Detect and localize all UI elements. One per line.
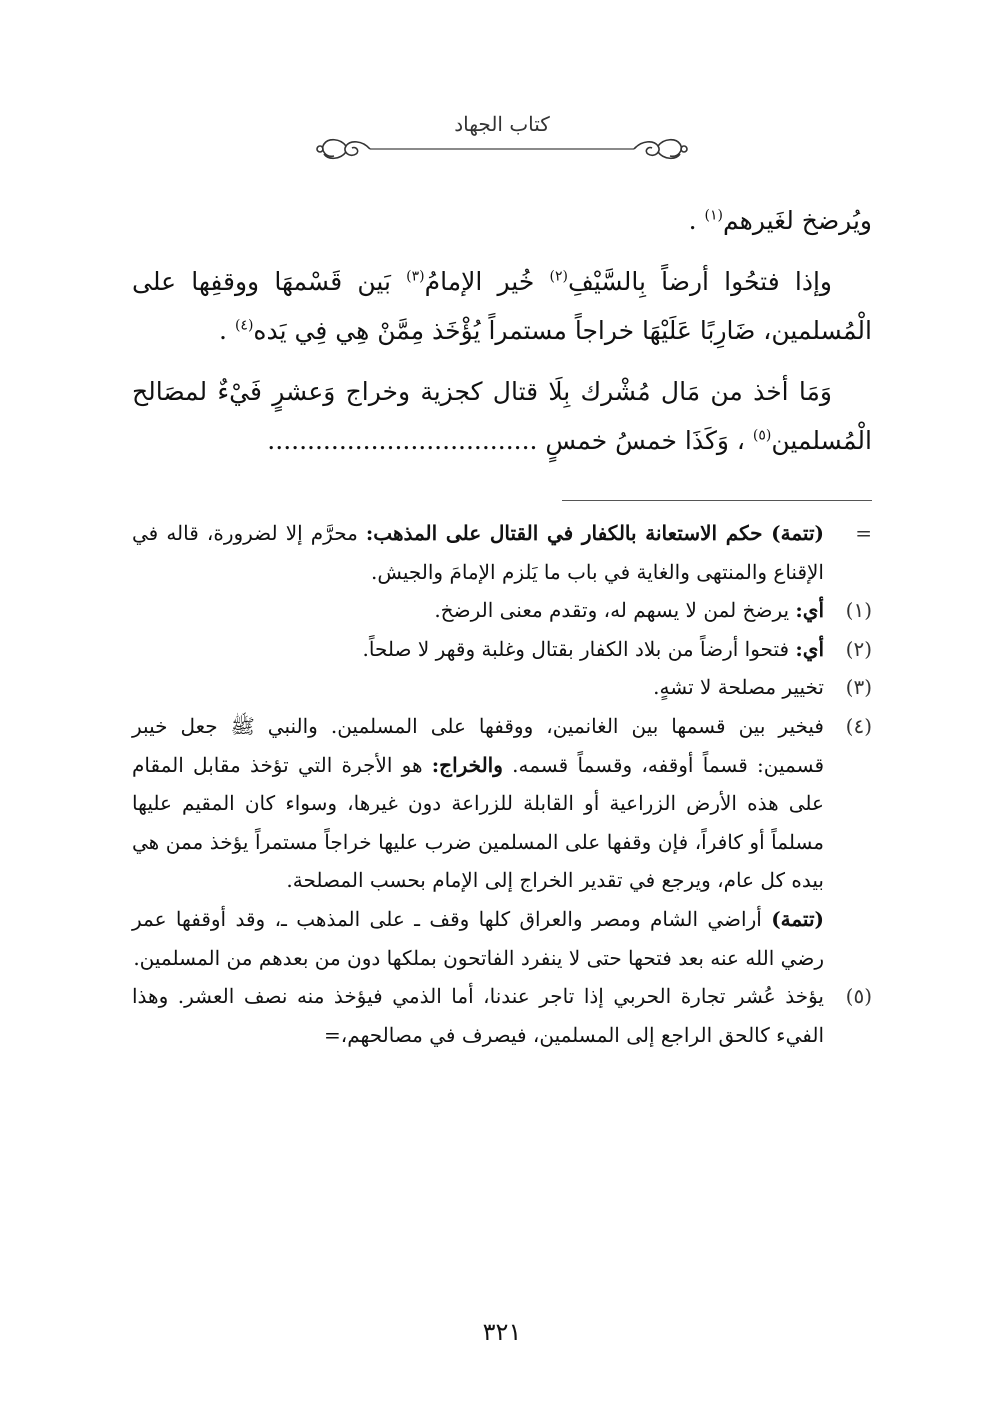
footnote-5-mark: (٥) [845, 984, 872, 1009]
footnote-4-lead-2: (تتمة) [771, 906, 824, 931]
footnote-2-mark: (٢) [845, 636, 872, 661]
footnote-5 [132, 977, 872, 1054]
main-text [132, 196, 872, 477]
main-p1-text: ويُرضخ لغَيرهم [723, 206, 872, 235]
footnote-4-lead: والخراج: [431, 752, 503, 777]
footnotes [132, 514, 872, 1054]
main-p3-text-1: وَمَا أخذ من مَال مُشْرك بِلَا قتال كجزية وخراج وَعشرٍ فَيْءٌ لمصَالح الْمُسلمين [132, 377, 872, 455]
header-title: كتاب الجهاد [454, 112, 550, 136]
continuation-mark: = [855, 521, 872, 545]
main-p2-end: . [219, 316, 235, 345]
main-paragraph-3 [132, 367, 872, 465]
continuation-text: محرَّم إلا لضرورة، قاله في الإقناع والمنتهى والغاية في باب ما يَلزم الإمامَ والجيش. [132, 521, 824, 584]
footnote-2 [132, 630, 872, 669]
footnote-4-mark: (٤) [845, 713, 872, 738]
footnote-4-text-2: هو الأجرة التي تؤخذ مقابل المقام على هذه الأرض الزراعية أو القابلة للزراعة دون غيرها، وسواء كان المقيم عليها مسلماً أو كافراً، فإن وقفها على المسلمين ضرب عليها خراجاً مستمراً يؤخذ ممن هي بيده كل عام، ويرجع في تقدير الخراج إلى الإمام بحسب المصلحة. [132, 752, 824, 893]
footnote-3-text: تخيير مصلحة لا تشهٍ. [653, 675, 824, 700]
footnote-3 [132, 668, 872, 707]
main-paragraph-2 [132, 257, 872, 355]
footnote-ref-3[interactable]: (٣) [406, 268, 425, 285]
continuation-lead: (تتمة) حكم الاستعانة بالكفار في القتال على المذهب: [365, 521, 824, 545]
footnote-2-text: فتحوا أرضاً من بلاد الكفار بقتال وغلبة وقهر لا صلحاً. [362, 636, 796, 661]
footnote-4-addendum [132, 900, 824, 977]
footnote-4 [132, 707, 872, 977]
footnote-separator [562, 500, 872, 501]
header-ornament-icon [312, 132, 692, 166]
footnote-1 [132, 591, 872, 630]
main-p3-text-2: ، وَكَذَا خمسُ خمسٍ .................................. [267, 426, 753, 455]
footnote-ref-5[interactable]: (٥) [752, 427, 772, 444]
footnote-5-text: يؤخذ عُشر تجارة الحربي إذا تاجر عندنا، أما الذمي فيؤخذ منه نصف العشر. وهذا الفيء كالحق الراجع إلى المسلمين، فيصرف في مصالحهم،= [132, 984, 824, 1047]
main-p2-text-3: بَين قَسْمهَا ووقفِها على الْمُسلمين، ضَارِبًا عَلَيْهَا خراجاً مستمراً يُؤْخَذ مِمَّنْ هِي فِي يَده [132, 267, 872, 345]
footnote-3-mark: (٣) [845, 675, 872, 700]
main-p2-text-2: خُير الإمامُ [424, 267, 550, 296]
footnote-2-lead: أي: [795, 636, 824, 661]
footnote-ref-4[interactable]: (٤) [234, 317, 254, 334]
footnote-4-text-1: فيخير بين قسمها بين الغانمين، ووقفها على المسلمين. والنبي ﷺ جعل خيبر قسمين: قسماً أوقفه، وقسماً قسمه. [132, 713, 825, 777]
main-p2-text-1: وإذا فتحُوا أرضاً بِالسَّيْفِ [567, 267, 832, 296]
footnote-ref-2[interactable]: (٢) [549, 268, 568, 285]
footnote-1-mark: (١) [845, 598, 872, 623]
main-p1-end: . [688, 206, 705, 235]
footnote-1-text: يرضخ لمن لا يسهم له، وتقدم معنى الرضخ. [434, 598, 796, 623]
footnote-ref-1[interactable]: (١) [704, 207, 724, 224]
main-paragraph-1 [132, 196, 872, 245]
footnote-continuation [132, 514, 872, 591]
footnote-4-text-3: أراضي الشام ومصر والعراق كلها وقف ـ على المذهب ـ، وقد أوقفها عمر رضي الله عنه بعد فتحها حتى لا ينفرد الفاتحون بملكها دون من بعدهم من المسلمين. [132, 906, 824, 970]
footnote-1-lead: أي: [795, 598, 824, 623]
page-number: ٣٢١ [482, 1318, 522, 1346]
